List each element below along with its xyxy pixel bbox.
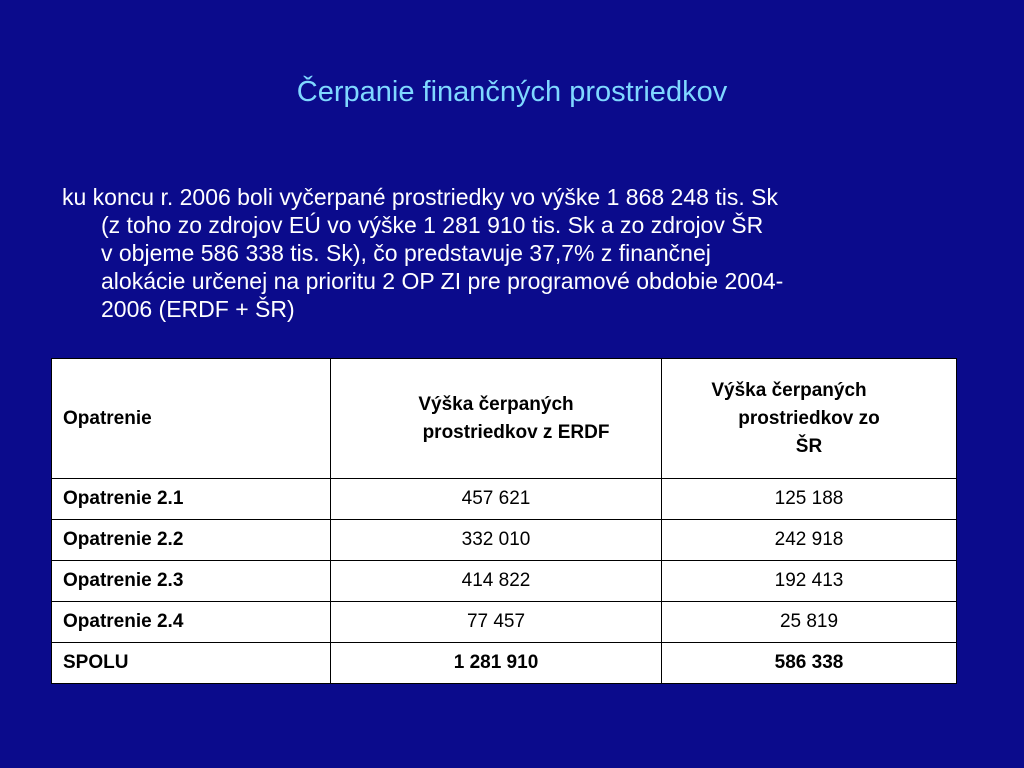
row-sr-value: 25 819 [662,602,957,643]
header-sr-label [711,377,880,461]
table-row [52,561,957,602]
header-erdf-line: Výška čerpaných [418,393,574,415]
row-sr-value: 242 918 [662,520,957,561]
table-total-row [52,643,957,684]
total-name: SPOLU [52,643,331,684]
header-erdf-label [383,391,610,447]
row-name: Opatrenie 2.1 [52,479,331,520]
row-erdf-value: 457 621 [331,479,662,520]
total-erdf-value: 1 281 910 [331,643,662,684]
row-erdf-value: 77 457 [331,602,662,643]
paragraph-line: ku koncu r. 2006 boli vyčerpané prostriedky vo výške 1 868 248 tis. Sk [62,184,778,210]
header-sr-line: Výška čerpaných [711,379,867,401]
total-sr-value: 586 338 [662,643,957,684]
header-erdf [331,359,662,479]
header-erdf-line: prostriedkov z ERDF [422,421,610,443]
body-paragraph [62,183,962,323]
measures-table [51,358,957,684]
header-sr [662,359,957,479]
header-opatrenie-label: Opatrenie [63,407,152,429]
row-name: Opatrenie 2.4 [52,602,331,643]
table-row [52,602,957,643]
header-sr-line: prostriedkov zo [738,407,880,429]
table-row [52,520,957,561]
slide-title: Čerpanie finančných prostriedkov [296,76,728,108]
paragraph-line: v objeme 586 338 tis. Sk), čo predstavuje 37,7% z finančnej [101,240,711,266]
row-name: Opatrenie 2.2 [52,520,331,561]
paragraph-line: alokácie určenej na prioritu 2 OP ZI pre programové obdobie 2004- [101,268,784,294]
row-sr-value: 125 188 [662,479,957,520]
paragraph-line: 2006 (ERDF + ŠR) [101,296,295,322]
table-header-row [52,359,957,479]
header-sr-line: ŠR [795,435,823,457]
row-erdf-value: 332 010 [331,520,662,561]
row-sr-value: 192 413 [662,561,957,602]
row-erdf-value: 414 822 [331,561,662,602]
header-opatrenie [52,359,331,479]
paragraph-line: (z toho zo zdrojov EÚ vo výške 1 281 910 tis. Sk a zo zdrojov ŠR [101,212,764,238]
row-name: Opatrenie 2.3 [52,561,331,602]
table-row [52,479,957,520]
